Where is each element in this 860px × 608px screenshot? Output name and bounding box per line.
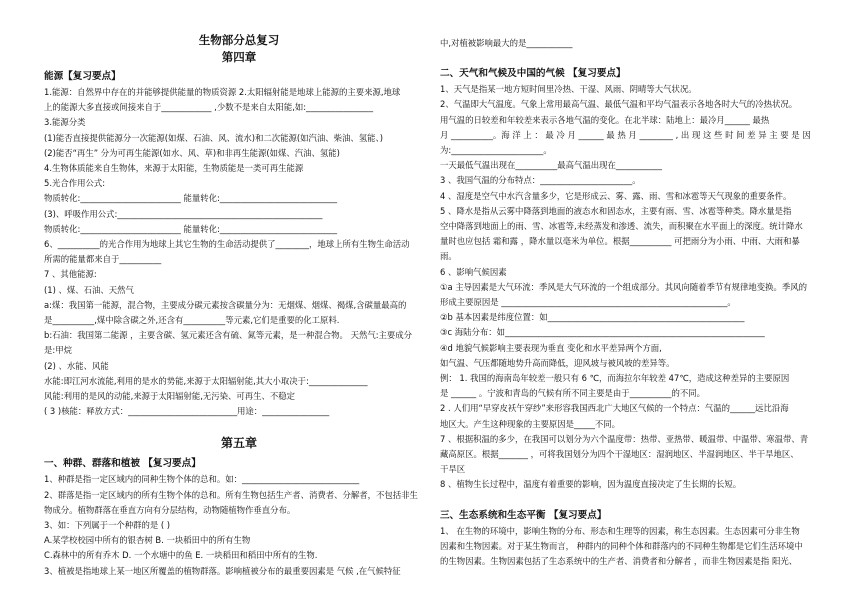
text-line: 的生物因素。生物因素包括了生态系统中的生产者、消费者和分解者 ，而非生物因素是指 阳光、 [440,556,798,567]
text-line: 中,对植被影响最大的是___________ [440,38,573,48]
text-line: 用气温的日较差和年较差来表示各地气温的变化。在北半球：陆地上：最冷月______ 最热 [440,114,770,125]
text-line: ( 3 )核能：释放方式：__________________________用途：________________ [44,406,330,417]
text-line: 3.能源分类 [44,117,86,128]
text-line: 物质转化:________________________ 能量转化:____________________________ [44,223,338,234]
text-line: A.某学校校园中所有的银杏树 B. 一块稻田中的所有生物 [44,535,251,546]
text-line: 藏高原区。根据_______ ，可将我国划分为四个干湿地区：湿润地区、半湿润地区、半干旱地区、 [440,449,799,460]
text-line: ①a 主导因素是大气环流：季风是大气环流的一个组成部分。其风向随着季节有规律地变换。季风的 [440,281,808,292]
text-line: 风能:利用的是风的动能,来源于太阳辐射能,无污染、可再生、不稳定 [44,391,296,402]
text-line: 月 __________。海 洋 上 ： 最 冷 月 ______ 最 热 月 ________ , 出 现 这 些 时 间 差 异 主 要 是 因 [440,129,811,140]
text-line: 如气温、气压都随地势升高而降低，迎风坡与被风坡的差异等。 [440,357,675,368]
document-title: 第四章 [221,50,257,64]
text-line: a:煤：我国第一能源，混合物，主要成分碳元素按含碳量分为：无烟煤、烟煤、褐煤,含碳量最高的 [44,299,407,310]
text-line: 7 、其他能源: [44,269,97,280]
text-line: (1) 、煤、石油、天然气 [44,284,134,295]
text-line: C.森林中的所有乔木 D. 一个水塘中的鱼 E. 一块稻田和稻田中所有的生物. [44,550,318,561]
text-line: 4.生物体质能来自生物体，来源于太阳能，生物质能是一类可再生能源 [44,163,304,174]
text-line: 2、气温即大气温度。气象上常用最高气温、最低气温和平均气温表示各地各时大气的冷热状况。 [440,99,798,110]
text-line: 因素和生物因素。对于某生物而言， 种群内的同种个体和群落内的不同种生物都是它们生活环境中 [440,540,803,551]
section-heading: 三、生态系统和生态平衡 【复习要点】 [440,509,607,521]
text-line: 3、植被是指地球上某一地区所覆盖的植物群落。影响植被分布的最重要因素是 气候 ,在气候特征 [44,565,401,576]
text-line: 空中降落到地面上的雨、雪、冰雹等,未经蒸发和渗透、流失，而积聚在水平面上的深度。统计降水 [440,221,803,232]
text-line: 形成主要原因是 ______________________________________________________。 [440,297,736,308]
text-line: 6 、影响气候因素 [440,266,507,277]
text-line: ④d 地貌气候影响主要表现为垂直 变化和水平差异两个方面, [440,342,662,353]
text-line: (2)能否“再生” 分为可再生能源(如水、风、草)和非再生能源(如煤、汽油、氢能) [44,147,340,158]
text-line: 是 ______ 。宁波和青岛的气候有所不同主要是由于__________的不同。 [440,388,705,399]
text-line: 雨。 [440,251,457,262]
document-title: 生物部分总复习 [198,33,280,47]
text-line: 8 、植物生长过程中，温度有着重要的影响，因为温度直接决定了生长期的长短。 [440,479,742,490]
text-line: 5 、降水是指从云雾中降落到地面的液态水和固态水，主要有雨、雪、冰雹等种类。降水量是指 [440,205,792,216]
text-line: 4 、湿度是空气中水汽含量多少，它是形成云、雾、露、雨、雪和冰雹等天气现象的重要条件。 [440,190,792,201]
text-line: 地区大。产生这种现象的主要原因是_____不同。 [440,418,621,429]
text-line: 2、群落是指一定区域内的所有生物个体的总和。所有生物包括生产者、消费者、分解者，不包括非生 [44,489,418,500]
text-line: 物成分。植物群落在垂直方向有分层结构，动物随植物作垂直分布。 [44,504,296,515]
text-line: 6、__________的光合作用为地球上其它生物的生命活动提供了________，地球上所有生物生命活动 [44,239,410,250]
text-line: 水能:即江河水流能,利用的是水的势能,来源于太阳辐射能,其大小取决于:______________ [44,375,368,386]
section-heading: 二、天气和气候及中国的气候 【复习要点】 [440,68,626,80]
text-line: 5.光合作用公式: [44,178,106,189]
text-line: (3)、呼吸作用公式:_________________________________________________ [44,208,323,219]
section-heading: 能源【复习要点】 [44,71,121,82]
chapter-heading: 第五章 [220,436,257,451]
text-line: 1、 在生物的环境中，影响生物的分布、形态和生理等的因素，称生态因素。生态因素可分非生物 [440,525,800,536]
spacer [44,419,434,431]
text-line: 一天最低气温出现在__________最高气温出现在___________ [440,160,662,171]
text-line: 为:______________________。 [440,145,552,156]
text-line: 干旱区 [440,464,466,475]
section-heading: 一、种群、群落和植被 【复习要点】 [44,458,201,470]
text-line: 7 、根据积温的多少，在我国可以划分为六个温度带：热带、亚热带、暖温带、中温带、寒温带、青 [440,433,809,444]
text-line: 量时也应包括 霜和露 ，降水量以毫米为单位。根据__________ 可把雨分为小雨、中雨、大雨和暴 [440,236,800,247]
text-line: ②b 基本因素是纬度位置：如_______________________________________________ [440,312,745,323]
spacer [440,51,840,63]
text-line: (1)能否直接提供能源分一次能源(如煤、石油、风、流水)和二次能源(如汽油、柴油、氢能、) [44,132,383,143]
text-line: 是:甲烷 [44,345,72,356]
text-line: b:石油：我国第二能源 ，主要含碳、氢元素还含有硫、氮等元素，是一种混合物。 天然气:主要成分 [44,330,413,341]
text-line: 物质转化:________________________ 能量转化:____________________________ [44,193,338,204]
text-line: 上的能源大多直接或间接来自于____________ ,少数不是来自太阳能,如:________________ [44,102,374,113]
text-line: 2 . 人们用“早穿皮袄午穿纱”来形容我国西北广大地区气候的一个特点：气温的______远比沿海 [440,403,789,414]
left-column [44,32,434,579]
right-column [440,36,840,569]
text-line: 3、如：下列属于一个种群的是 ( ) [44,520,171,531]
text-line: 例： 1. 我国的海南岛年较差一般只有 6 ℃，而海拉尔年较差 47℃，造成这种差异的主要原因 [440,373,790,384]
text-line: 1.能源：自然界中存在的并能够提供能量的物质资源 2.太阳辐射能是地球上能源的主要来源,地球 [44,87,401,97]
text-line: 1、种群是指一定区域内的同种生物个体的总和。如：____________________________ [44,474,360,485]
text-line: 1、天气是指某一地方短时间里冷热、干湿、风雨、阴晴等大气状况。 [440,84,697,95]
text-line: (2) 、水能、风能 [44,360,109,371]
text-line: 是__________,煤中除含碳之外,还含有__________等元素,它们是重要的化工原料. [44,315,340,326]
spacer [440,493,840,505]
text-line: 所需的能量都来自于__________ [44,254,162,265]
text-line: 3 、我国气温的分布特点：______________________。 [440,175,641,186]
text-line: ③c 海陆分布：如______________________________________________________________ [440,327,765,338]
